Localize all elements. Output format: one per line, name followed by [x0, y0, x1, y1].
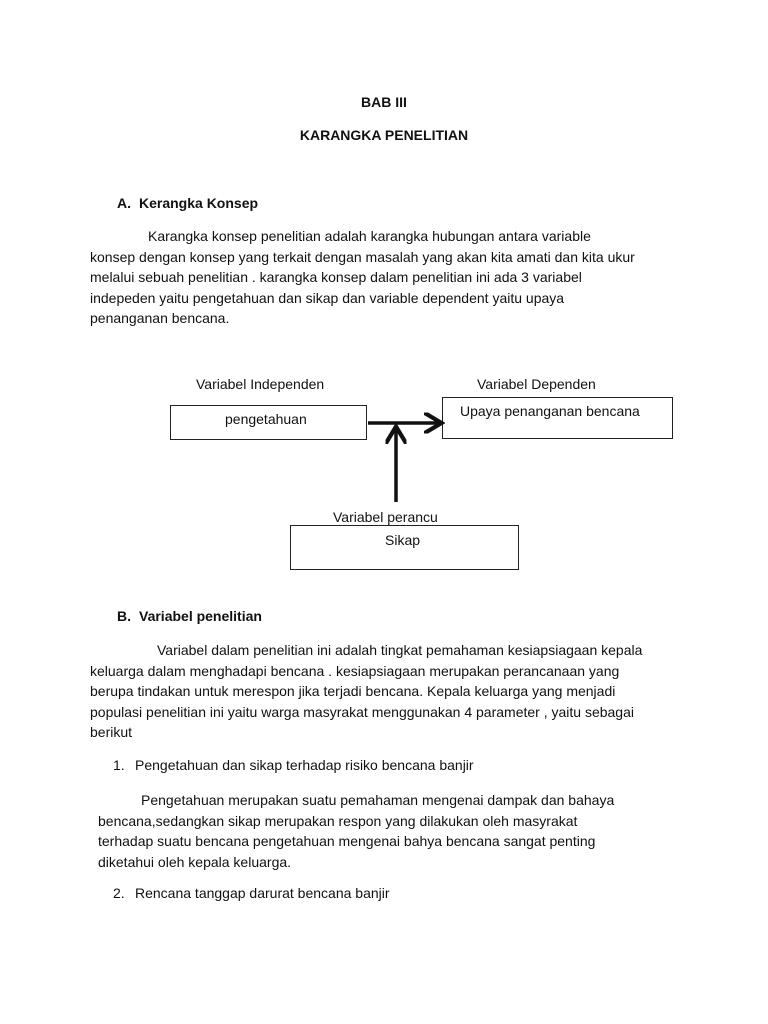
- dependent-label: Variabel Dependen: [477, 376, 596, 392]
- section-b-heading: [117, 608, 262, 624]
- paragraph-line: bencana,sedangkan sikap merupakan respon yang dilakukan oleh masyrakat: [98, 812, 578, 829]
- paragraph-line: keluarga dalam menghadapi bencana . kesiapsiagaan merupakan perancanaan yang: [90, 662, 620, 679]
- paragraph-line: indepeden yaitu pengetahuan dan sikap dan variable dependent yaitu upaya: [90, 289, 565, 306]
- section-b-number: B.: [117, 608, 131, 624]
- list-item-title: Rencana tanggap darurat bencana banjir: [135, 885, 390, 901]
- list-item-paragraph: [98, 790, 698, 872]
- independent-box-text: pengetahuan: [225, 411, 307, 427]
- chapter-number: BAB III: [361, 94, 407, 110]
- section-a-title: Kerangka Konsep: [139, 195, 259, 211]
- paragraph-line: populasi penelitian ini yaitu warga masyrakat menggunakan 4 parameter , yaitu sebagai: [90, 703, 634, 720]
- list-item: [113, 757, 474, 773]
- section-a-number: A.: [117, 195, 131, 211]
- paragraph-line: Karangka konsep penelitian adalah karangka hubungan antara variable: [148, 228, 591, 244]
- paragraph-line: melalui sebuah penelitian . karangka konsep dalam penelitian ini ada 3 variabel: [90, 269, 582, 286]
- section-b-paragraph: [90, 640, 690, 743]
- paragraph-line: berupa tindakan untuk merespon jika terjadi bencana. Kepala keluarga yang menjadi: [90, 683, 616, 700]
- list-item: [113, 885, 390, 901]
- paragraph-line: Pengetahuan merupakan suatu pemahaman mengenai dampak dan bahaya: [141, 792, 615, 808]
- confounding-label: Variabel perancu: [333, 509, 438, 525]
- paragraph-line: berikut: [90, 724, 133, 741]
- paragraph-line: diketahui oleh kepala keluarga.: [98, 853, 292, 870]
- list-item-number: 1.: [113, 757, 125, 773]
- paragraph-line: terhadap suatu bencana pengetahuan mengenai bahya bencana sangat penting: [98, 833, 596, 850]
- paragraph-line: penanganan bencana.: [90, 310, 230, 327]
- dependent-box-text: Upaya penanganan bencana: [460, 403, 640, 419]
- paragraph-line: Variabel dalam penelitian ini adalah tingkat pemahaman kesiapsiagaan kepala: [157, 642, 643, 658]
- paragraph-line: konsep dengan konsep yang terkait dengan masalah yang akan kita amati dan kita ukur: [90, 248, 635, 265]
- chapter-title: KARANGKA PENELITIAN: [299, 127, 469, 143]
- list-item-title: Pengetahuan dan sikap terhadap risiko bencana banjir: [135, 757, 474, 773]
- confounding-box: [290, 525, 519, 570]
- section-b-title: Variabel penelitian: [139, 608, 262, 624]
- confounding-box-text: Sikap: [385, 532, 421, 548]
- list-item-number: 2.: [113, 885, 125, 901]
- independent-label: Variabel Independen: [196, 376, 325, 392]
